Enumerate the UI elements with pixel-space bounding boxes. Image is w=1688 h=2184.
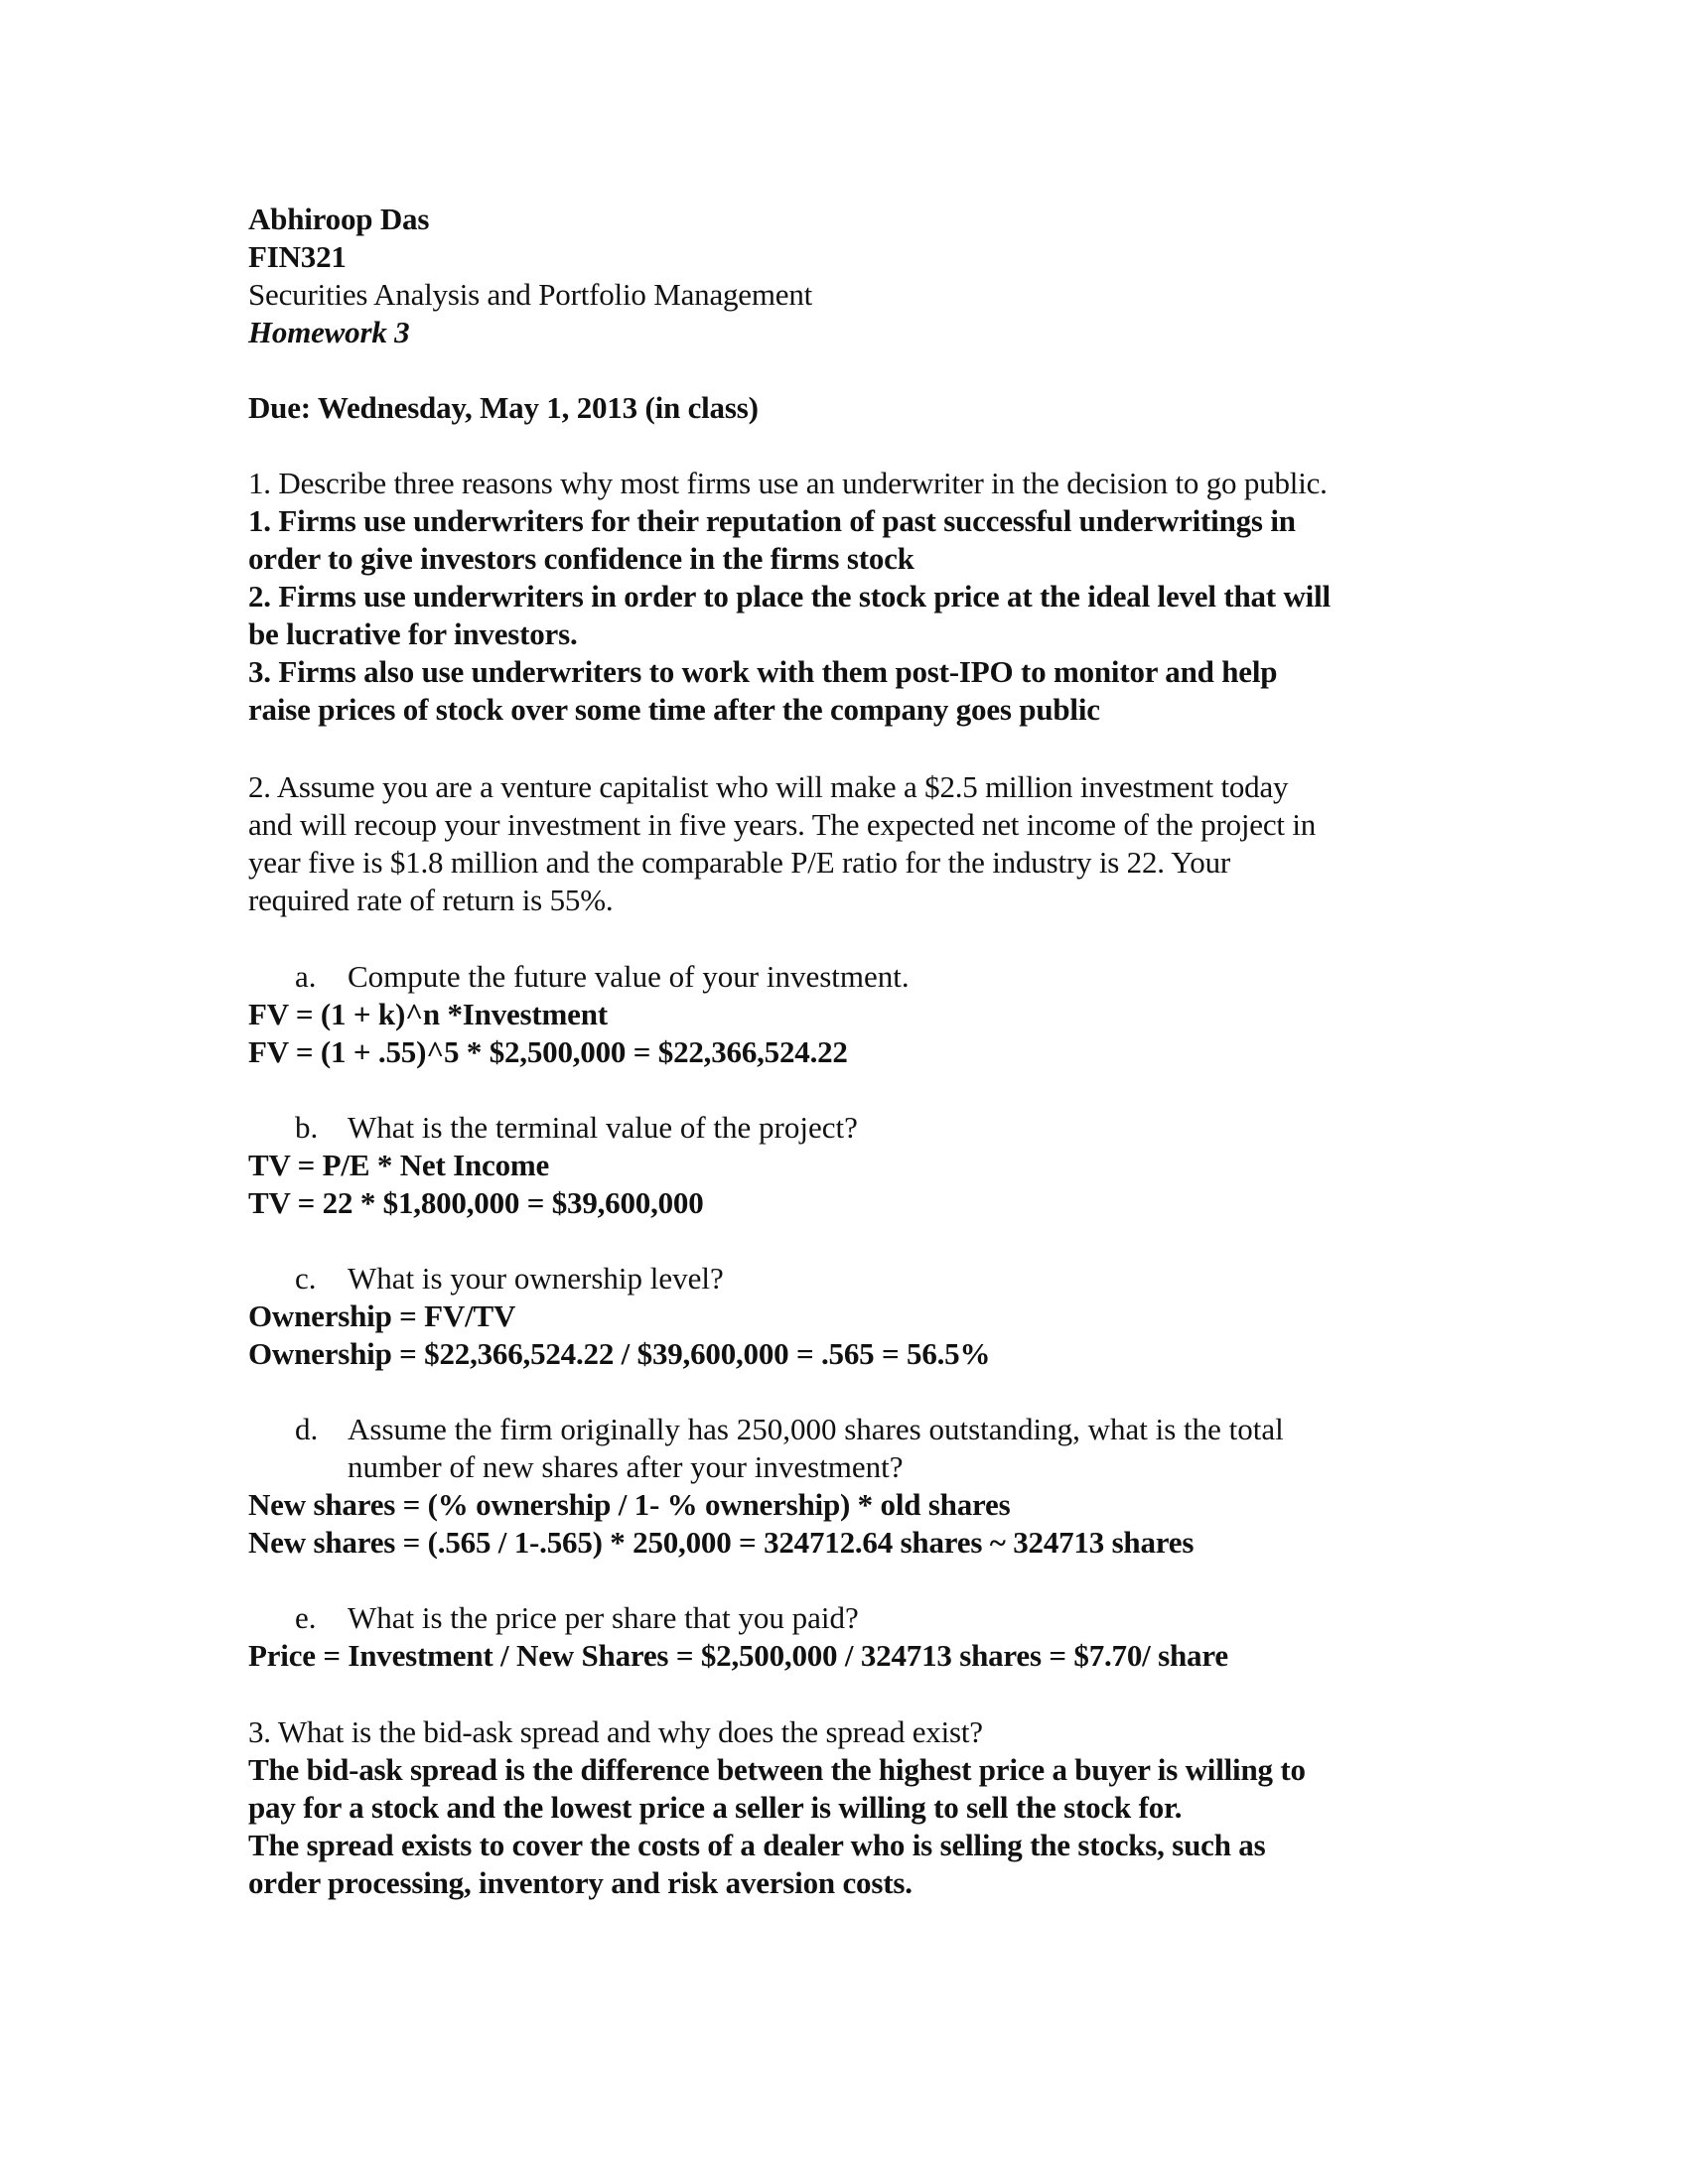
q2c-formula: Ownership = FV/TV [248, 1298, 516, 1333]
q2b-result: TV = 22 * $1,800,000 = $39,600,000 [248, 1185, 704, 1220]
q2a-marker: a. [295, 959, 317, 994]
assignment-title: Homework 3 [248, 315, 410, 349]
q3-answer-line: The bid-ask spread is the difference between the highest price a buyer is willing to [248, 1752, 1306, 1787]
q2a-formula: FV = (1 + k)^n *Investment [248, 997, 608, 1031]
q3-question: 3. What is the bid-ask spread and why does the spread exist? [248, 1714, 983, 1749]
q1-answer-line: 2. Firms use underwriters in order to place the stock price at the ideal level that will [248, 579, 1331, 614]
q2-question-line: required rate of return is 55%. [248, 883, 614, 917]
q2e-question: What is the price per share that you paid? [348, 1600, 859, 1635]
q2b-question: What is the terminal value of the project? [348, 1110, 858, 1145]
q1-answer-line: order to give investors confidence in the firms stock [248, 541, 914, 576]
q2-question-line: and will recoup your investment in five years. The expected net income of the project in [248, 807, 1317, 842]
q2-question-line: 2. Assume you are a venture capitalist who will make a $2.5 million investment today [248, 769, 1289, 804]
q2d-question-line: Assume the firm originally has 250,000 shares outstanding, what is the total [348, 1412, 1284, 1446]
q2d-marker: d. [295, 1412, 319, 1446]
q2d-result: New shares = (.565 / 1-.565) * 250,000 = 324712.64 shares ~ 324713 shares [248, 1525, 1195, 1560]
q1-question: 1. Describe three reasons why most firms use an underwriter in the decision to go public. [248, 466, 1328, 500]
q1-answer-line: 1. Firms use underwriters for their reputation of past successful underwritings in [248, 503, 1296, 538]
q2d-question-line: number of new shares after your investment? [348, 1449, 904, 1484]
course-code: FIN321 [248, 239, 347, 274]
q3-answer-line: The spread exists to cover the costs of a dealer who is selling the stocks, such as [248, 1828, 1266, 1862]
q2a-result: FV = (1 + .55)^5 * $2,500,000 = $22,366,524.22 [248, 1034, 848, 1069]
q3-answer-line: pay for a stock and the lowest price a seller is willing to sell the stock for. [248, 1790, 1183, 1825]
author-name: Abhiroop Das [248, 202, 430, 236]
course-title: Securities Analysis and Portfolio Management [248, 277, 813, 312]
due-date: Due: Wednesday, May 1, 2013 (in class) [248, 390, 759, 425]
q1-answer-line: 3. Firms also use underwriters to work with them post-IPO to monitor and help [248, 654, 1278, 689]
q2b-marker: b. [295, 1110, 319, 1145]
q2c-marker: c. [295, 1261, 317, 1296]
q2c-question: What is your ownership level? [348, 1261, 724, 1296]
q2-question-line: year five is $1.8 million and the comparable P/E ratio for the industry is 22. Your [248, 845, 1231, 880]
q2d-formula: New shares = (% ownership / 1- % ownership) * old shares [248, 1487, 1011, 1522]
q1-answer-line: be lucrative for investors. [248, 616, 578, 651]
q3-answer-line: order processing, inventory and risk aversion costs. [248, 1865, 913, 1900]
q2a-question: Compute the future value of your investment. [348, 959, 910, 994]
q2c-result: Ownership = $22,366,524.22 / $39,600,000 = .565 = 56.5% [248, 1336, 991, 1371]
q2e-result: Price = Investment / New Shares = $2,500,000 / 324713 shares = $7.70/ share [248, 1638, 1228, 1673]
q2b-formula: TV = P/E * Net Income [248, 1148, 550, 1182]
q1-answer-line: raise prices of stock over some time after the company goes public [248, 692, 1100, 727]
q2e-marker: e. [295, 1600, 317, 1635]
